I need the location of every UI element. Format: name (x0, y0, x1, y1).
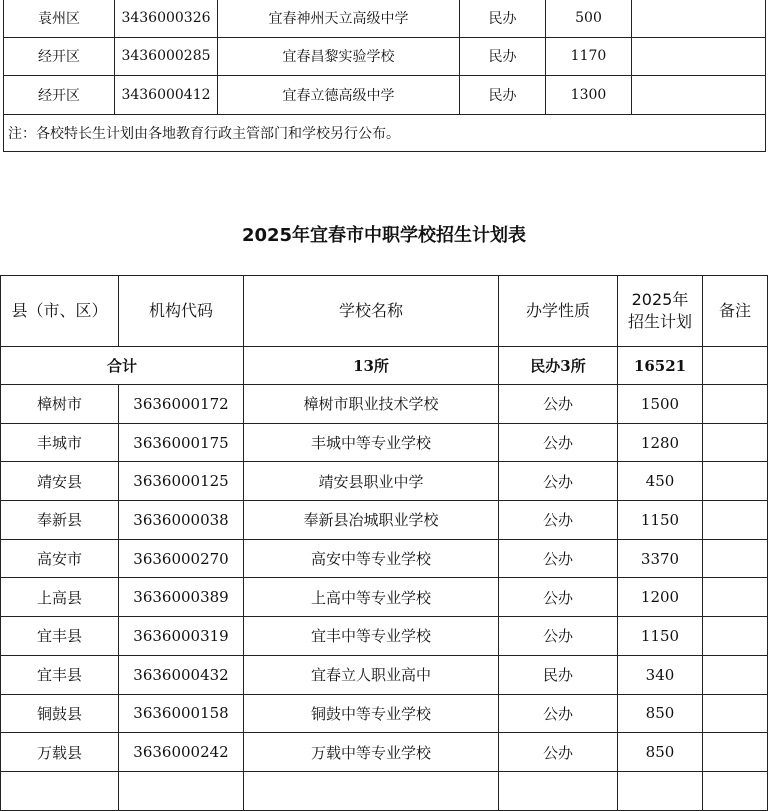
plan-cell: 1500 (618, 385, 703, 424)
table-row (1, 385, 768, 424)
table-row (1, 655, 768, 694)
plan-cell: 1200 (618, 578, 703, 617)
school-type-cell: 公办 (499, 617, 618, 656)
school-type-cell: 公办 (499, 694, 618, 733)
total-count: 13所 (244, 347, 499, 385)
plan-cell: 1280 (618, 423, 703, 462)
total-label: 合计 (1, 347, 244, 385)
school-name-cell: 丰城中等专业学校 (244, 423, 499, 462)
remark-cell (703, 462, 768, 501)
table-row (1, 733, 768, 772)
plan-cell: 1150 (618, 617, 703, 656)
district-cell: 丰城市 (1, 423, 119, 462)
school-name-cell: 上高中等专业学校 (244, 578, 499, 617)
school-type-cell: 民办 (460, 37, 546, 76)
school-type-cell: 公办 (499, 423, 618, 462)
header-plan-label: 招生计划 (627, 312, 692, 331)
school-name-cell: 铜鼓中等专业学校 (244, 694, 499, 733)
total-type: 民办3所 (499, 347, 618, 385)
district-cell: 经开区 (4, 37, 115, 76)
school-type-cell: 公办 (499, 578, 618, 617)
plan-cell: 1300 (546, 76, 632, 115)
school-name-cell: 宜春神州天立高级中学 (218, 0, 460, 37)
header-plan-year: 2025年 (631, 290, 689, 309)
table-row (4, 76, 766, 115)
code-cell: 3636000158 (119, 694, 244, 733)
footnote: 注：各校特长生计划由各地教育行政主管部门和学校另行公布。 (4, 114, 766, 151)
school-type-cell: 公办 (499, 462, 618, 501)
code-cell: 3436000412 (115, 76, 218, 115)
plan-cell: 1150 (618, 501, 703, 540)
code-cell: 3636000172 (119, 385, 244, 424)
school-name-cell: 宜春昌黎实验学校 (218, 37, 460, 76)
remark-cell (703, 694, 768, 733)
remark-cell (632, 76, 766, 115)
school-name-cell: 宜春立德高级中学 (218, 76, 460, 115)
remark-cell (703, 501, 768, 540)
remark-cell (632, 0, 766, 37)
table-row (4, 0, 766, 37)
school-type-cell: 民办 (460, 0, 546, 37)
plan-cell: 340 (618, 655, 703, 694)
district-cell: 袁州区 (4, 0, 115, 37)
plan-cell: 1170 (546, 37, 632, 76)
school-type-cell: 民办 (460, 76, 546, 115)
total-plan: 16521 (618, 347, 703, 385)
school-name-cell: 靖安县职业中学 (244, 462, 499, 501)
school-name-cell: 宜春立人职业高中 (244, 655, 499, 694)
header-district: 县（市、区） (1, 276, 119, 347)
plan-cell: 450 (618, 462, 703, 501)
code-cell: 3636000125 (119, 462, 244, 501)
code-cell: 3636000389 (119, 578, 244, 617)
district-cell: 靖安县 (1, 462, 119, 501)
remark-cell (703, 539, 768, 578)
remark-cell (703, 385, 768, 424)
district-cell: 万载县 (1, 733, 119, 772)
remark-cell (703, 617, 768, 656)
header-school-name: 学校名称 (244, 276, 499, 347)
table-row (1, 501, 768, 540)
table-row (1, 771, 768, 810)
school-name-cell: 宜丰中等专业学校 (244, 617, 499, 656)
district-cell: 经开区 (4, 76, 115, 115)
header-remark: 备注 (703, 276, 768, 347)
table-row (1, 578, 768, 617)
header-school-type: 办学性质 (499, 276, 618, 347)
table-row (4, 37, 766, 76)
district-cell (1, 771, 119, 810)
school-type-cell: 公办 (499, 385, 618, 424)
code-cell: 3636000175 (119, 423, 244, 462)
remark-cell (632, 37, 766, 76)
table-row (1, 694, 768, 733)
code-cell: 3636000242 (119, 733, 244, 772)
school-name-cell: 樟树市职业技术学校 (244, 385, 499, 424)
remark-cell (703, 771, 768, 810)
code-cell: 3436000285 (115, 37, 218, 76)
school-name-cell: 万载中等专业学校 (244, 733, 499, 772)
code-cell: 3436000326 (115, 0, 218, 37)
code-cell: 3636000319 (119, 617, 244, 656)
school-type-cell: 公办 (499, 733, 618, 772)
header-code: 机构代码 (119, 276, 244, 347)
district-cell: 上高县 (1, 578, 119, 617)
school-type-cell: 公办 (499, 539, 618, 578)
previous-schools-table (3, 0, 766, 152)
plan-cell: 850 (618, 694, 703, 733)
enrollment-plan-table (0, 275, 768, 811)
plan-cell: 850 (618, 733, 703, 772)
code-cell: 3636000270 (119, 539, 244, 578)
table-row (1, 423, 768, 462)
district-cell: 樟树市 (1, 385, 119, 424)
remark-cell (703, 423, 768, 462)
plan-cell: 3370 (618, 539, 703, 578)
school-type-cell: 民办 (499, 655, 618, 694)
school-type-cell (499, 771, 618, 810)
page-title: 2025年宜春市中职学校招生计划表 (241, 225, 527, 246)
district-cell: 铜鼓县 (1, 694, 119, 733)
district-cell: 奉新县 (1, 501, 119, 540)
school-name-cell (244, 771, 499, 810)
table-row (1, 462, 768, 501)
table-row (1, 617, 768, 656)
school-name-cell: 高安中等专业学校 (244, 539, 499, 578)
total-row (1, 347, 768, 385)
code-cell: 3636000432 (119, 655, 244, 694)
plan-cell (618, 771, 703, 810)
school-type-cell: 公办 (499, 501, 618, 540)
district-cell: 宜丰县 (1, 655, 119, 694)
school-name-cell: 奉新县冶城职业学校 (244, 501, 499, 540)
remark-cell (703, 655, 768, 694)
total-remark (703, 347, 768, 385)
header-row (1, 276, 768, 347)
code-cell (119, 771, 244, 810)
code-cell: 3636000038 (119, 501, 244, 540)
header-plan (618, 276, 703, 347)
district-cell: 宜丰县 (1, 617, 119, 656)
district-cell: 高安市 (1, 539, 119, 578)
table-row (1, 539, 768, 578)
plan-cell: 500 (546, 0, 632, 37)
remark-cell (703, 733, 768, 772)
remark-cell (703, 578, 768, 617)
